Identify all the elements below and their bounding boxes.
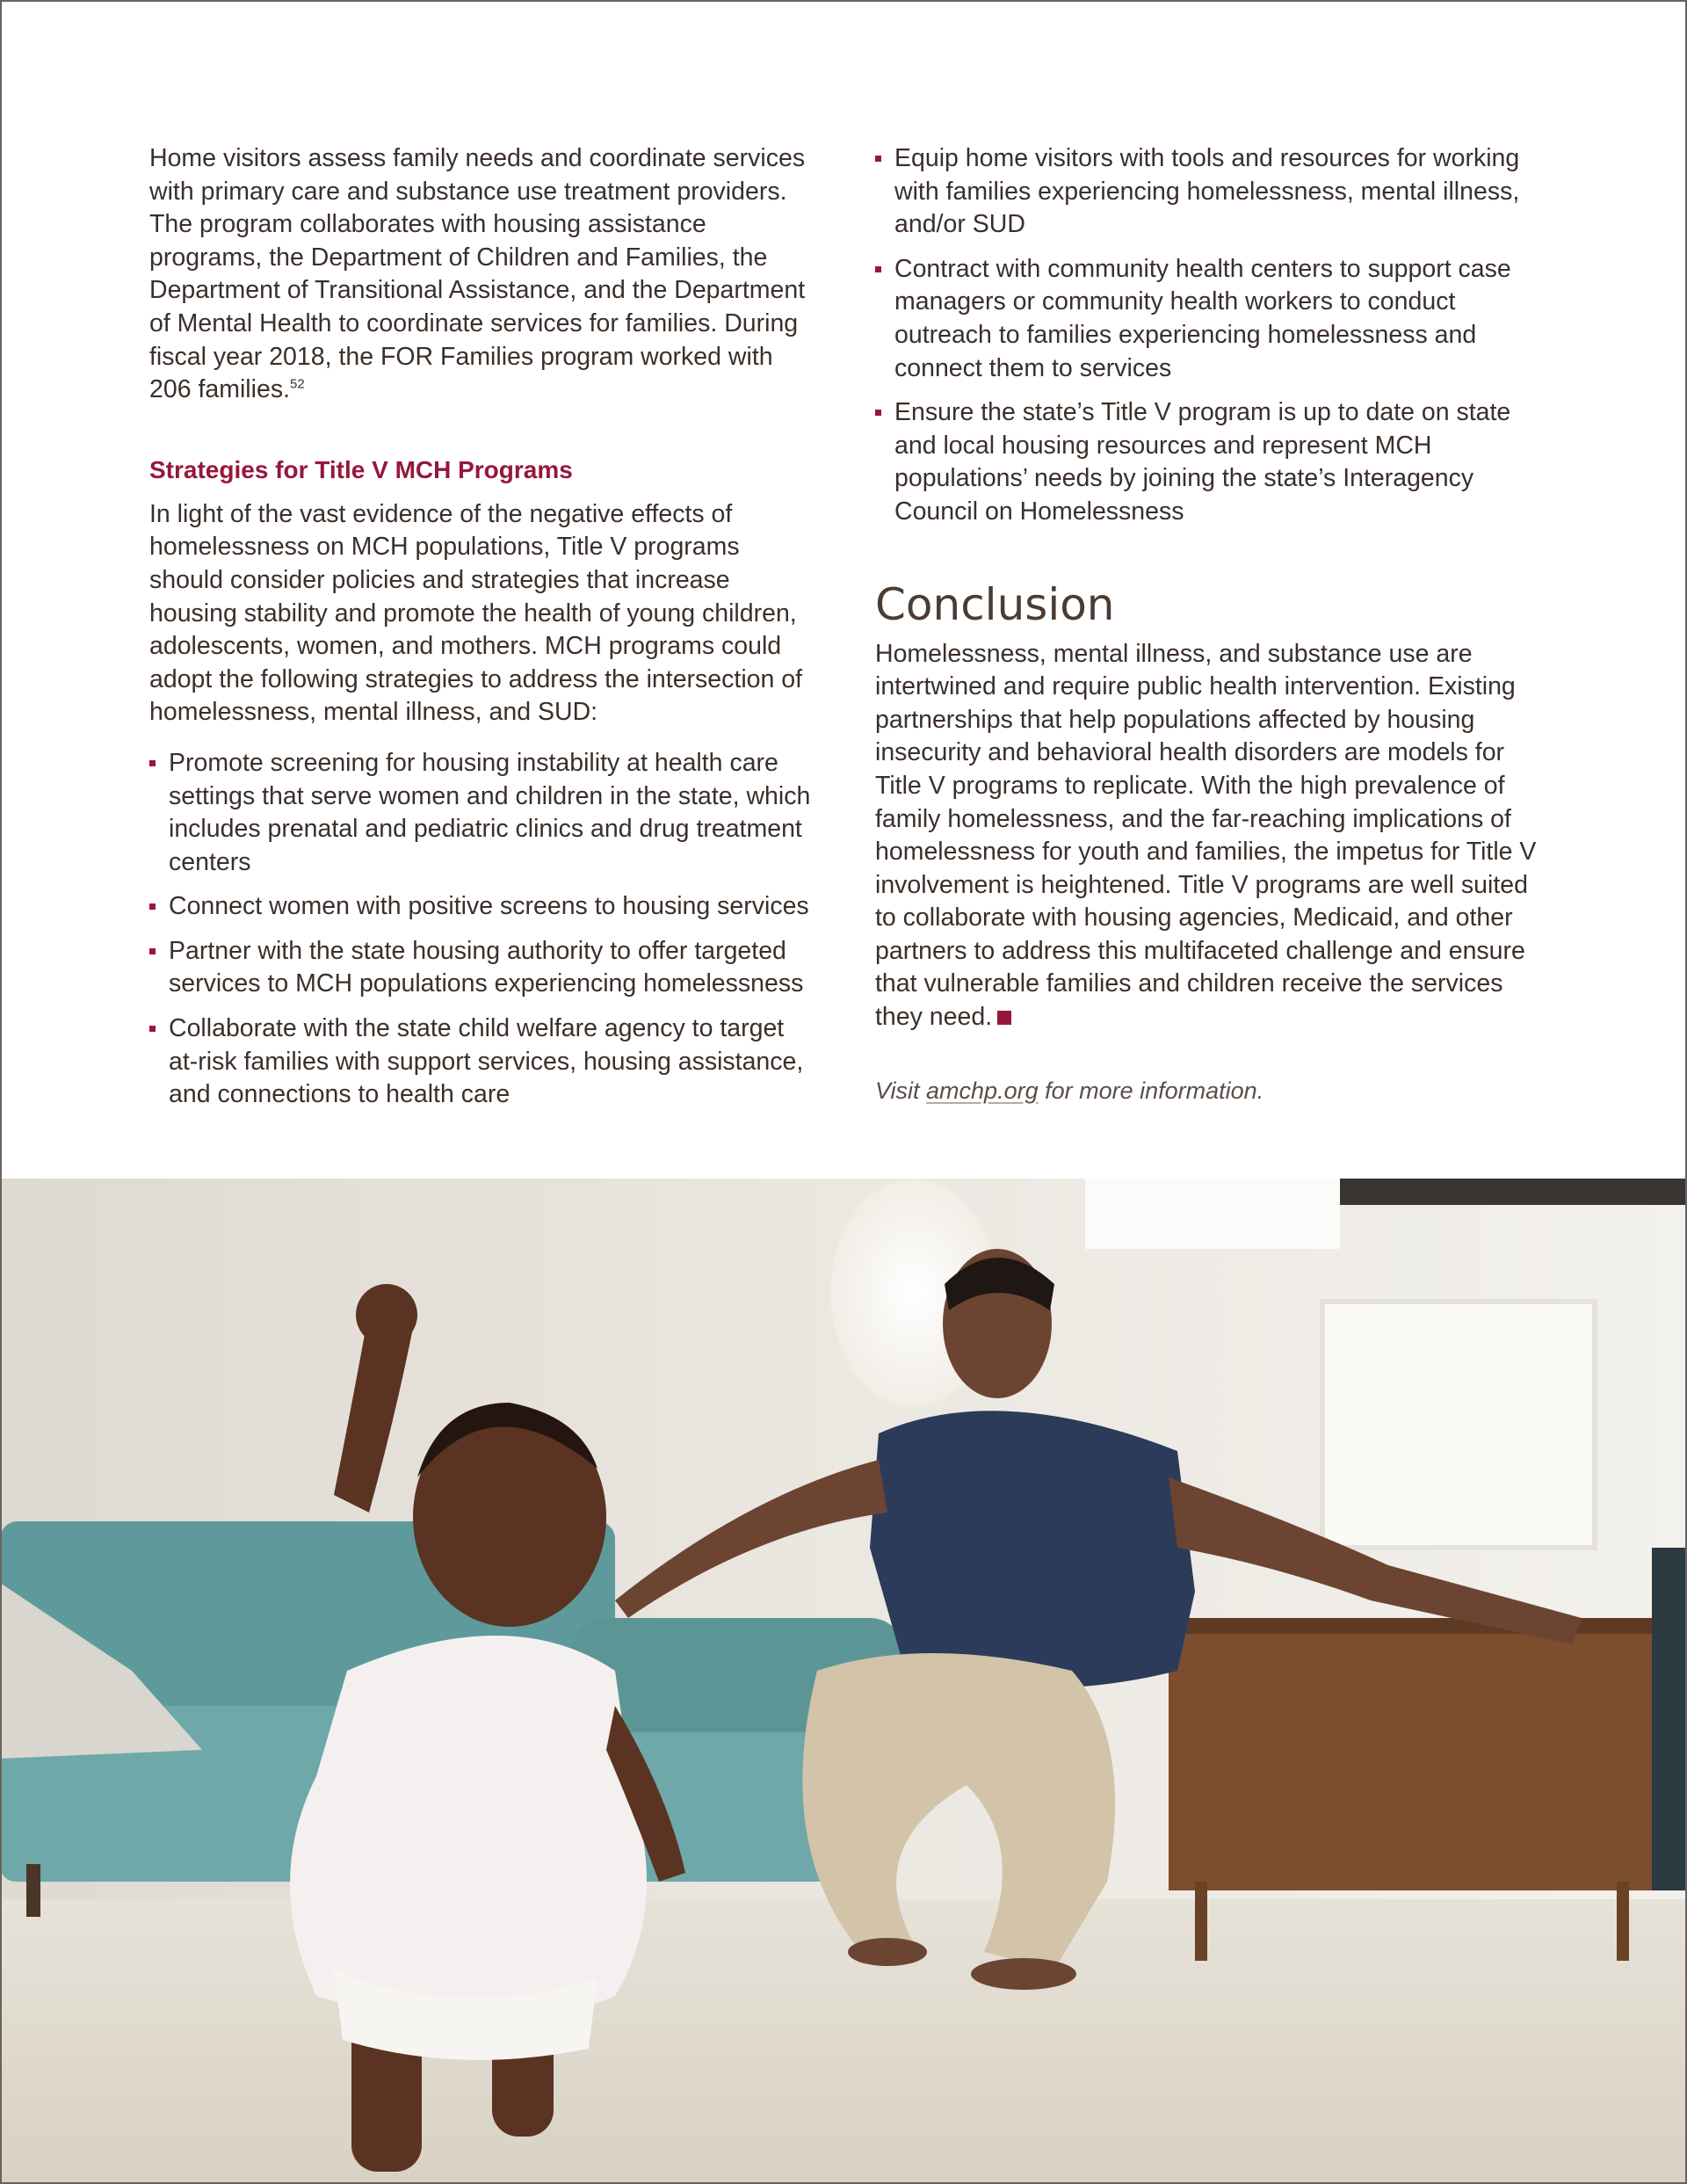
baby-romper — [290, 1636, 647, 2022]
man-foot — [848, 1938, 927, 1966]
list-item-text: Connect women with positive screens to housing services — [169, 892, 809, 921]
strategies-list — [149, 747, 819, 1112]
conclusion-paragraph — [875, 638, 1543, 1034]
list-item — [149, 747, 819, 879]
sofa-leg — [26, 1864, 40, 1917]
family-photo — [0, 1179, 1687, 2184]
bullet-square-icon — [875, 156, 881, 162]
window — [1322, 1302, 1595, 1548]
right-column — [875, 142, 1543, 1107]
list-item-text: Equip home visitors with tools and resources for working with families experiencing homelessness, mental illness, and/or SUD — [894, 144, 1520, 239]
list-item — [875, 142, 1543, 242]
bullet-square-icon — [149, 1026, 156, 1032]
window-frame — [1340, 1179, 1687, 1205]
sideboard-leg — [1617, 1882, 1629, 1961]
man-foot — [971, 1958, 1076, 1990]
list-item-text: Contract with community health centers to support case managers or community health workers to conduct outreach to families experiencing homelessness and connect them to services — [894, 254, 1511, 382]
conclusion-text: Homelessness, mental illness, and substance use are intertwined and require public health intervention. Existing partnerships that help populations affected by housing insecurity and behavioral health disorders are models for Title V programs to replicate. With the high prevalence of family homelessness, and the far-reaching implications of homelessness for youth and families, the impetus for Title V involvement is heightened. Title V programs are well suited to collaborate with housing agencies, Medicaid, and other partners to address this multifaceted challenge and ensure that vulnerable families and children receive the services they need. — [875, 639, 1537, 1032]
window — [1085, 1179, 1340, 1249]
visit-suffix: for more information. — [1038, 1077, 1264, 1104]
visit-line — [875, 1075, 1543, 1107]
sideboard — [1169, 1618, 1661, 1890]
amchp-link[interactable]: amchp.org — [926, 1077, 1039, 1104]
list-item-text: Partner with the state housing authority to offer targeted services to MCH populations experiencing homelessness — [169, 936, 804, 998]
list-item — [875, 253, 1543, 385]
intro-paragraph-text: Home visitors assess family needs and coordinate services with primary care and substance use treatment providers. The program collaborates with housing assistance programs, the Department of Children and Families, the Department of Transitional Assistance, and the Department of Mental Health to coordinate services for families. During fiscal year 2018, the FOR Families program worked with 206 families. — [149, 144, 806, 404]
bullet-square-icon — [875, 410, 881, 416]
list-item — [875, 396, 1543, 528]
bullet-square-icon — [149, 948, 156, 954]
man-shirt — [870, 1411, 1195, 1688]
list-item — [149, 935, 819, 1001]
strategies-heading: Strategies for Title V MCH Programs — [149, 455, 573, 483]
end-mark-icon — [997, 1011, 1011, 1025]
footnote-ref[interactable]: 52 — [290, 376, 305, 392]
floor-rug — [0, 1899, 1687, 2184]
list-item — [149, 1012, 819, 1112]
list-item-text: Ensure the state’s Title V program is up to date on state and local housing resources and represent MCH populations’ needs by joining the state’s Interagency Council on Homelessness — [894, 398, 1511, 526]
list-item-text: Promote screening for housing instability at health care settings that serve women and children in the state, which includes prenatal and pediatric clinics and drug treatment centers — [169, 748, 811, 876]
strategies-list-continued — [875, 142, 1543, 529]
photo-illustration — [0, 1179, 1687, 2184]
chair — [1652, 1548, 1687, 1890]
bullet-square-icon — [875, 266, 881, 272]
bullet-square-icon — [149, 760, 156, 766]
bullet-square-icon — [149, 903, 156, 910]
sideboard-top — [1169, 1618, 1661, 1634]
strategies-paragraph: In light of the vast evidence of the negative effects of homelessness on MCH populations, Title V programs should consider policies and strategies that increase housing stability and promote the health of young children, adolescents, women, and mothers. MCH programs could adopt the following strategies to address the intersection of homelessness, mental illness, and SUD: — [149, 499, 803, 727]
intro-paragraph — [149, 142, 819, 407]
sideboard-leg — [1195, 1882, 1207, 1961]
baby-fist — [356, 1284, 417, 1346]
list-item-text: Collaborate with the state child welfare agency to target at-risk families with support services, housing assistance, and connections to health care — [169, 1014, 804, 1109]
list-item — [149, 890, 819, 924]
conclusion-heading: Conclusion — [875, 578, 1115, 630]
visit-prefix: Visit — [875, 1077, 927, 1104]
left-column — [149, 142, 819, 1123]
